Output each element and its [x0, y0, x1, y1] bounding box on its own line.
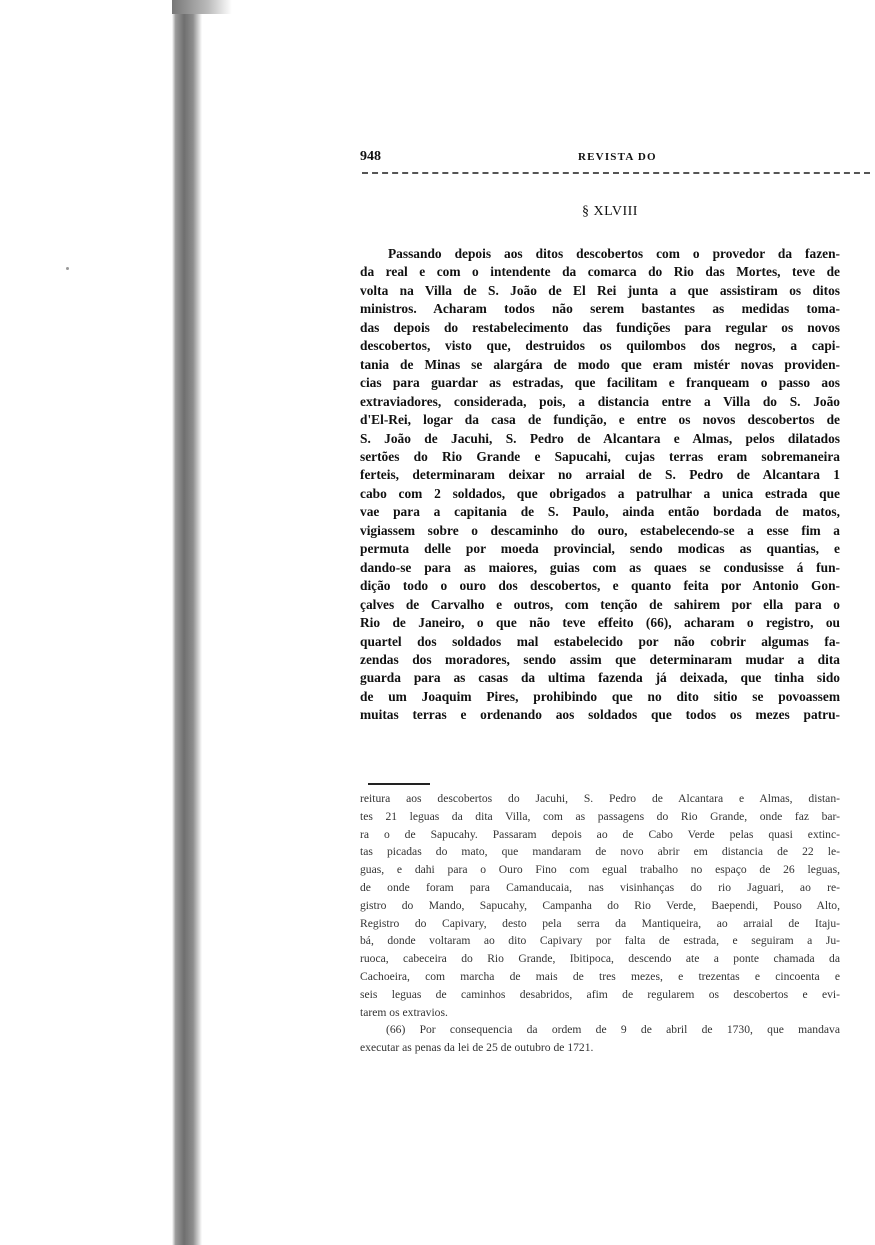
- page-number: 948: [360, 149, 381, 164]
- footnotes: [360, 790, 840, 1057]
- main-text-line: das depois do restabelecimento das fundições para regular os novos: [360, 319, 840, 335]
- footnote-rule: [368, 783, 430, 785]
- footnote-line: Cachoeira, com marcha de mais de tres mezes, e trezentas e cincoenta e: [360, 969, 840, 983]
- main-text-line: vigiassem sobre o descaminho do ouro, estabelecendo-se a esse fim a: [360, 522, 840, 538]
- main-text-line: Rio de Janeiro, o que não teve effeito (66), acharam o registro, ou: [360, 615, 840, 631]
- footnote-line: de onde foram para Camanducaia, nas visinhanças do rio Jaguari, ao re-: [360, 880, 840, 894]
- main-text-line: vae para a capitania de S. Paulo, ainda então bordada de matos,: [360, 504, 840, 520]
- main-text-line: tania de Minas se alargára de modo que eram mistér novas providen-: [360, 356, 840, 372]
- main-text-line: sertões do Rio Grande e Sapucahi, cujas terras eram sobremaneira: [360, 448, 840, 464]
- footnote-line: tas picadas do mato, que mandaram de novo abrir em distancia de 22 le-: [360, 845, 840, 859]
- main-text-line: dição todo o ouro dos descobertos, e quanto feita por Antonio Gon-: [360, 578, 840, 594]
- main-text-line: volta na Villa de S. João de El Rei junta a que assistiram os ditos: [360, 282, 840, 298]
- main-text-line: cias para guardar as estradas, que facilitam e franqueam o passo aos: [360, 375, 840, 391]
- main-text-line: extraviadores, considerada, pois, a distancia entre a Villa do S. João: [360, 393, 840, 409]
- main-text-line: zendas dos moradores, sendo assim que determinaram mudar a dita: [360, 651, 840, 667]
- main-text-line: da real e com o intendente da comarca do Rio das Mortes, teve de: [360, 264, 840, 280]
- main-text-line: Passando depois aos ditos descobertos com o provedor da fazen-: [388, 246, 840, 261]
- footnote-line: (66) Por consequencia da ordem de 9 de abril de 1730, que mandava: [386, 1023, 840, 1037]
- main-text-line: dando-se para as maiores, guias com as quaes se condusisse á fun-: [360, 559, 840, 575]
- footnote-line: ra o de Sapucahy. Passaram depois ao de Cabo Verde pelas quasi extinc-: [360, 827, 840, 841]
- footnote-line: guas, e dahi para o Ouro Fino com egual trabalho no espaço de 26 leguas,: [360, 863, 840, 877]
- page-corner-shadow: [172, 0, 232, 14]
- scan-speck: [66, 267, 69, 270]
- main-text-line: permuta delle por moeda provincial, sendo modicas as quantias, e: [360, 541, 840, 557]
- main-text-line: çalves de Carvalho e outros, com tenção de sahirem por ella para o: [360, 596, 840, 612]
- main-text-line: quartel dos soldados mal estabelecido por não cobrir algumas fa-: [360, 633, 840, 649]
- main-text-line: muitas terras e ordenando aos soldados que todos os mezes patru-: [360, 707, 840, 723]
- main-text-line: d'El-Rei, logar da casa de fundição, e entre os novos descobertos de: [360, 412, 840, 428]
- main-text-line: ferteis, determinaram deixar no arraial de S. Pedro de Alcantara 1: [360, 467, 840, 483]
- section-title: § XLVIII: [582, 204, 638, 219]
- footnote-line: Registro do Capivary, desto pela serra da Mantiqueira, ao arraial de Itaju-: [360, 916, 840, 930]
- running-title: REVISTA DO: [578, 151, 657, 163]
- footnote-line: executar as penas da lei de 25 de outubro de 1721.: [360, 1041, 594, 1055]
- main-text-line: cabo com 2 soldados, que obrigados a patrulhar a unica estrada que: [360, 485, 840, 501]
- footnote-line: seis leguas de caminhos desabridos, afim de regularem os descobertos e evi-: [360, 987, 840, 1001]
- main-text-line: guarda para as casas da ultima fazenda já deixada, que tinha sido: [360, 670, 840, 686]
- footnote-line: ruoca, cabeceira do Rio Grande, Ibitipoca, descendo ate a ponte chamada da: [360, 952, 840, 966]
- header-rule: [362, 172, 870, 174]
- footnote-line: bá, donde voltaram ao dito Capivary por falta de estrada, e seguiram a Ju-: [360, 934, 840, 948]
- book-binding-shadow: [172, 0, 202, 1245]
- main-text: [360, 245, 840, 725]
- footnote-line: gistro do Mando, Sapucahy, Campanha do Rio Verde, Baependi, Pouso Alto,: [360, 898, 840, 912]
- footnote-line: reitura aos descobertos do Jacuhi, S. Pedro de Alcantara e Almas, distan-: [360, 792, 840, 805]
- main-text-line: descobertos, visto que, destruidos os quilombos dos negros, a capi-: [360, 338, 840, 354]
- main-text-line: de um Joaquim Pires, prohibindo que no dito sitio se povoassem: [360, 688, 840, 704]
- main-text-line: ministros. Acharam todos não serem bastantes as medidas toma-: [360, 301, 840, 317]
- footnote-line: tes 21 leguas da dita Villa, com as passagens do Rio Grande, onde faz bar-: [360, 809, 840, 823]
- main-text-line: S. João de Jacuhi, S. Pedro de Alcantara e Almas, pelos dilatados: [360, 430, 840, 446]
- footnote-line: tarem os extravios.: [360, 1005, 448, 1019]
